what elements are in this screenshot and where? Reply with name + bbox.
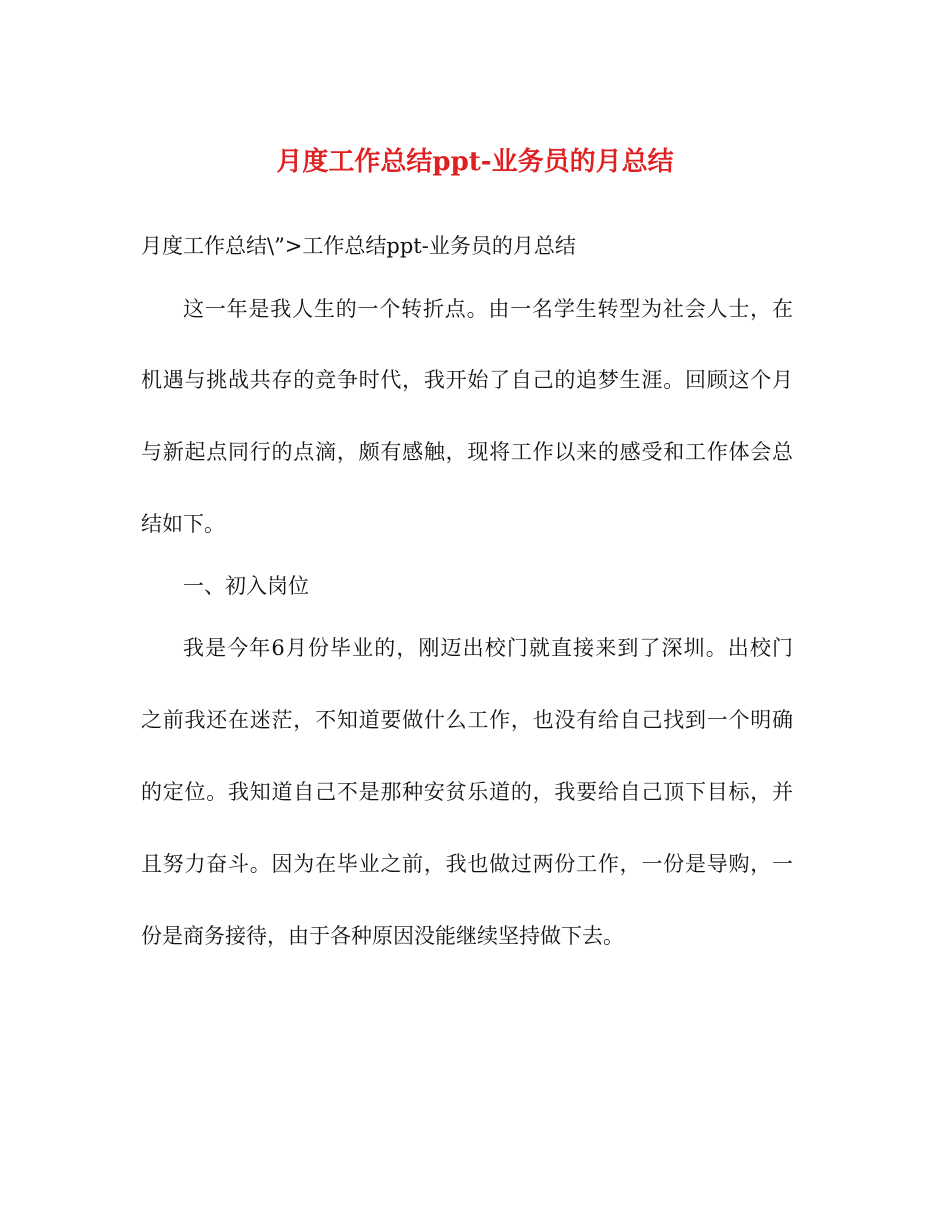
paragraph-2-line-1: 我是今年6月份毕业的，刚迈出校门就直接来到了深圳。出校门: [183, 636, 793, 660]
paragraph-1-line-3: 与新起点同行的点滴，颇有感触，现将工作以来的感受和工作体会总: [141, 440, 793, 464]
paragraph-2-line-3: 的定位。我知道自己不是那种安贫乐道的，我要给自己顶下目标，并: [141, 780, 793, 804]
paragraph-2-line-5: 份是商务接待，由于各种原因没能继续坚持做下去。: [141, 924, 624, 948]
section-heading: 一、初入岗位: [183, 574, 309, 598]
document-subtitle: 月度工作总结\”>工作总结ppt-业务员的月总结: [141, 234, 576, 258]
paragraph-1-line-4: 结如下。: [141, 512, 225, 536]
paragraph-1-line-1: 这一年是我人生的一个转折点。由一名学生转型为社会人士，在: [183, 297, 793, 321]
paragraph-2-line-4: 且努力奋斗。因为在毕业之前，我也做过两份工作，一份是导购，一: [141, 852, 793, 876]
paragraph-1-line-2: 机遇与挑战共存的竞争时代，我开始了自己的追梦生涯。回顾这个月: [141, 368, 793, 392]
paragraph-2-line-2: 之前我还在迷茫，不知道要做什么工作，也没有给自己找到一个明确: [141, 708, 793, 732]
document-title: 月度工作总结ppt-业务员的月总结: [276, 147, 674, 177]
